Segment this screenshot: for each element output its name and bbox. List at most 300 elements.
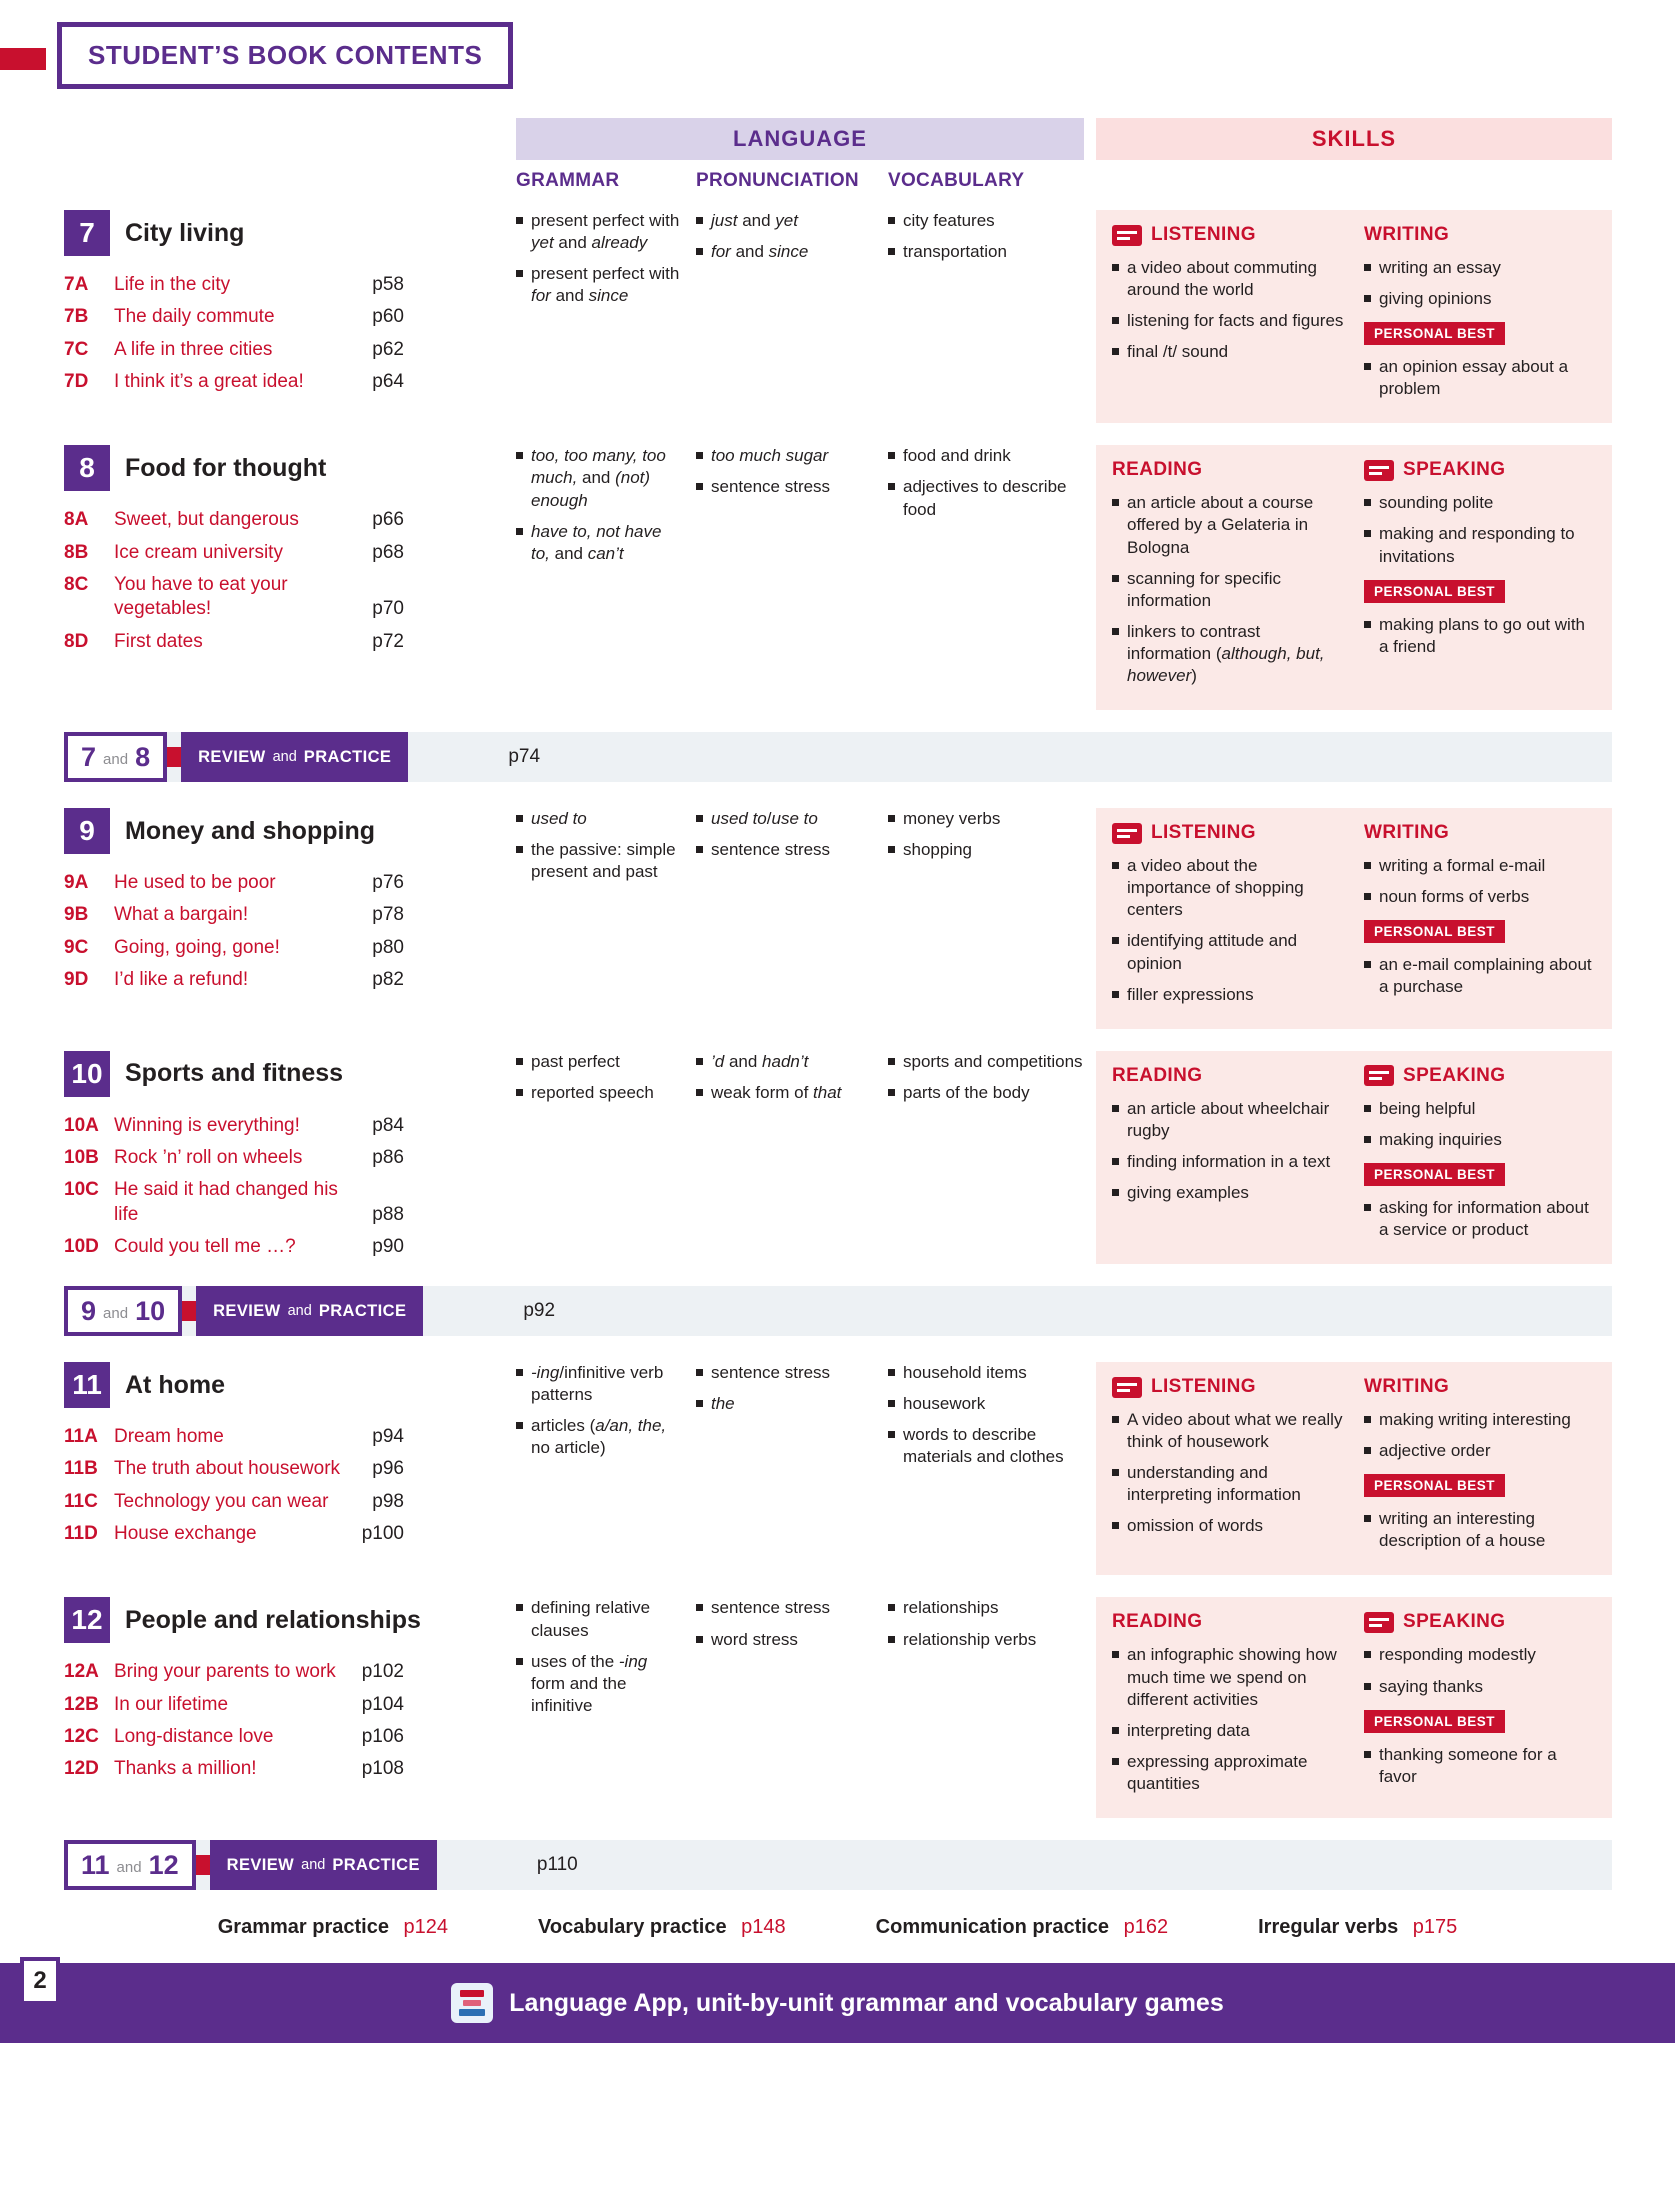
square-bullet-icon [516, 1658, 523, 1665]
grammar-item-text: present perfect with for and since [531, 264, 680, 306]
skill-item-text: saying thanks [1379, 1676, 1483, 1696]
skill-heading [1112, 822, 1344, 844]
lesson-page: p96 [372, 1458, 404, 1480]
square-bullet-icon [888, 248, 895, 255]
pronunciation-item-text: just and yet [711, 211, 798, 230]
lesson-row [64, 1693, 404, 1717]
lesson-page: p80 [372, 936, 404, 958]
grammar-column-header [516, 170, 684, 192]
lesson-page: p102 [361, 1661, 404, 1683]
skill-item-text: final /t/ sound [1127, 342, 1229, 362]
skill-item [1364, 1644, 1596, 1666]
language-subheaders [0, 170, 1675, 192]
square-bullet-icon [696, 1604, 703, 1611]
skill-heading [1364, 1376, 1596, 1398]
footer-link [1258, 1916, 1457, 1939]
square-bullet-icon [696, 1369, 703, 1376]
vocabulary-list [888, 210, 1084, 423]
lesson-title: What a bargain! [114, 904, 249, 926]
lesson-code: 8D [64, 630, 89, 652]
square-bullet-icon [1112, 1416, 1119, 1423]
footer-link-page: p162 [1123, 1916, 1169, 1938]
square-bullet-icon [888, 815, 895, 822]
skill-item-text: an article about a course offered by a Gelateria in Bologna [1127, 493, 1314, 557]
lesson-page: p72 [372, 630, 404, 652]
square-bullet-icon [516, 528, 523, 535]
unit-overview [64, 1051, 504, 1264]
square-bullet-icon [1112, 1105, 1119, 1112]
skill-item [1112, 1644, 1344, 1710]
lesson-list [64, 1425, 404, 1546]
square-bullet-icon [1364, 1447, 1371, 1454]
review-word: REVIEW [226, 1855, 295, 1874]
skill-column-left [1112, 822, 1344, 1015]
vocabulary-item-text: shopping [903, 840, 973, 860]
skill-column-right [1364, 1376, 1596, 1561]
square-bullet-icon [1364, 1136, 1371, 1143]
skill-item [1112, 341, 1344, 363]
lesson-code: 7C [64, 338, 89, 360]
skill-heading [1364, 822, 1596, 844]
square-bullet-icon [1364, 295, 1371, 302]
learning-logo-icon [1364, 1612, 1394, 1633]
vocabulary-item-text: transportation [903, 242, 1007, 262]
pronunciation-item [696, 445, 876, 467]
lesson-page: p70 [372, 598, 404, 620]
lesson-title: Life in the city [114, 274, 231, 295]
square-bullet-icon [516, 270, 523, 277]
pronunciation-item-text: sentence stress [711, 840, 831, 860]
review-word: REVIEW [198, 747, 266, 766]
grammar-item [516, 1362, 684, 1406]
square-bullet-icon [1364, 530, 1371, 537]
lesson-title: He said it had changed his life [114, 1179, 338, 1225]
skill-item-text: giving examples [1127, 1182, 1249, 1202]
skill-item-text: identifying attitude and opinion [1127, 931, 1298, 973]
skill-item [1112, 1462, 1344, 1506]
unit-number-badge: 9 [64, 808, 110, 854]
skill-item-text: scanning for specific information [1127, 568, 1282, 610]
skill-item [1364, 1409, 1596, 1431]
lesson-title: Sweet, but dangerous [114, 509, 299, 531]
lesson-list [64, 1660, 404, 1781]
skill-item [1364, 257, 1596, 279]
lesson-page: p78 [372, 904, 404, 926]
square-bullet-icon [696, 846, 703, 853]
learning-logo-icon [1364, 1065, 1394, 1086]
vocabulary-item [888, 1362, 1084, 1384]
unit-header [64, 1051, 504, 1097]
lesson-row [64, 1522, 404, 1546]
square-bullet-icon [1112, 991, 1119, 998]
review-units-box [64, 732, 167, 782]
unit-header [64, 1362, 504, 1408]
square-bullet-icon [516, 217, 523, 224]
unit-row [0, 210, 1675, 423]
skill-heading [1112, 1611, 1344, 1633]
unit-title: Sports and fitness [125, 1059, 344, 1088]
pronunciation-list [696, 210, 876, 423]
lesson-page: p60 [372, 306, 404, 328]
vocabulary-item [888, 1051, 1084, 1073]
square-bullet-icon [888, 452, 895, 459]
lesson-title: He used to be poor [114, 872, 276, 894]
personal-best-item [1364, 1508, 1596, 1552]
personal-best-item-text: an e-mail complaining about a purchase [1379, 955, 1592, 997]
grammar-item-text: uses of the -ing form and the infinitive [531, 1651, 648, 1715]
lesson-row [64, 573, 404, 622]
lesson-title: Dream home [114, 1426, 224, 1448]
square-bullet-icon [696, 815, 703, 822]
pronunciation-item-text: sentence stress [711, 1598, 831, 1618]
vocabulary-item-text: city features [903, 211, 995, 230]
grammar-item [516, 210, 684, 254]
skill-item [1364, 886, 1596, 908]
square-bullet-icon [516, 815, 523, 822]
review-page: p74 [508, 746, 541, 768]
skill-item [1364, 288, 1596, 310]
grammar-item-text: -ing/infinitive verb patterns [531, 1363, 664, 1405]
skill-heading-label: LISTENING [1151, 822, 1256, 844]
skill-heading-label: SPEAKING [1403, 1064, 1506, 1086]
skill-heading-label: WRITING [1364, 822, 1450, 844]
skill-heading [1112, 224, 1344, 246]
pronunciation-item [696, 1629, 876, 1651]
skill-item-text: omission of words [1127, 1516, 1264, 1536]
lesson-list [64, 871, 404, 992]
skill-heading [1112, 459, 1344, 481]
header-accent-bar [0, 48, 46, 70]
skill-item [1364, 1440, 1596, 1462]
skill-heading-label: LISTENING [1151, 224, 1256, 245]
unit-row [0, 808, 1675, 1029]
pronunciation-list [696, 1597, 876, 1818]
lesson-page: p98 [372, 1490, 404, 1512]
skill-item-text: A video about what we really think of housework [1127, 1410, 1343, 1452]
personal-best-badge: PERSONAL BEST [1364, 1474, 1505, 1497]
square-bullet-icon [1112, 1189, 1119, 1196]
skill-heading-label: SPEAKING [1403, 459, 1506, 481]
skill-item-text: an infographic showing how much time we spend on different activities [1127, 1645, 1337, 1709]
square-bullet-icon [1364, 961, 1371, 968]
pronunciation-item-text: weak form of that [711, 1082, 842, 1102]
lesson-code: 8A [64, 509, 89, 531]
lesson-row [64, 1725, 404, 1749]
lesson-row [64, 1114, 404, 1138]
review-and-word: and [287, 1303, 312, 1320]
footer-link [876, 1916, 1168, 1939]
lesson-title: In our lifetime [114, 1693, 229, 1715]
vocabulary-item [888, 1393, 1084, 1415]
personal-best-item-text: an opinion essay about a problem [1379, 357, 1569, 399]
lesson-list [64, 508, 404, 654]
square-bullet-icon [696, 1400, 703, 1407]
grammar-item-text: present perfect with yet and already [531, 211, 680, 253]
skill-item-text: giving opinions [1379, 289, 1492, 309]
lesson-code: 9D [64, 969, 89, 991]
vocabulary-column-header-label: VOCABULARY [888, 170, 1025, 191]
skill-item [1112, 621, 1344, 687]
vocabulary-item [888, 1597, 1084, 1619]
review-and-word: and [272, 749, 297, 766]
lesson-row [64, 1178, 404, 1227]
square-bullet-icon [516, 1089, 523, 1096]
lesson-code: 7A [64, 274, 89, 295]
lesson-row [64, 903, 404, 927]
square-bullet-icon [888, 1431, 895, 1438]
personal-best-item-text: asking for information about a service or product [1379, 1197, 1589, 1239]
footer-links [60, 1916, 1615, 1939]
pronunciation-item-text: too much sugar [711, 446, 829, 466]
vocabulary-list [888, 1362, 1084, 1575]
skill-item-text: being helpful [1379, 1098, 1476, 1118]
practice-word: PRACTICE [332, 1855, 420, 1874]
square-bullet-icon [888, 1369, 895, 1376]
vocabulary-list [888, 445, 1084, 710]
square-bullet-icon [516, 1369, 523, 1376]
unit-overview [64, 1362, 504, 1575]
lesson-row [64, 1757, 404, 1781]
personal-best-item-text: writing an interesting description of a house [1379, 1509, 1546, 1551]
skill-column-left [1112, 1065, 1344, 1250]
skill-item-text: finding information in a text [1127, 1151, 1331, 1171]
lesson-page: p90 [372, 1235, 404, 1257]
square-bullet-icon [1364, 363, 1371, 370]
square-bullet-icon [696, 1089, 703, 1096]
bottom-bar-text: Language App, unit-by-unit grammar and vocabulary games [509, 1988, 1224, 2017]
personal-best-badge: PERSONAL BEST [1364, 920, 1505, 943]
square-bullet-icon [1364, 1683, 1371, 1690]
pronunciation-item-text: ’d and hadn’t [711, 1051, 809, 1071]
lesson-row [64, 370, 404, 394]
vocabulary-item [888, 1424, 1084, 1468]
personal-best-item [1364, 356, 1596, 400]
grammar-list [516, 1597, 684, 1818]
review-row [64, 732, 1612, 782]
skill-item-text: filler expressions [1127, 984, 1254, 1004]
skill-item-text: sounding polite [1379, 493, 1494, 513]
lesson-title: A life in three cities [114, 338, 273, 360]
skill-item-text: understanding and interpreting information [1127, 1463, 1301, 1505]
personal-best-badge: PERSONAL BEST [1364, 322, 1505, 345]
square-bullet-icon [1364, 862, 1371, 869]
skill-heading-label: WRITING [1364, 224, 1450, 245]
vocabulary-item [888, 1082, 1084, 1104]
skill-column-right [1364, 1065, 1596, 1250]
review-row [64, 1286, 1612, 1336]
lesson-code: 11B [64, 1458, 98, 1480]
skill-heading-label: READING [1112, 459, 1203, 481]
unit-title: Food for thought [125, 453, 327, 482]
pronunciation-item [696, 1051, 876, 1073]
grammar-item [516, 1651, 684, 1717]
lesson-code: 7D [64, 370, 89, 392]
square-bullet-icon [1112, 1651, 1119, 1658]
vocabulary-item [888, 445, 1084, 467]
pronunciation-item [696, 476, 876, 498]
pronunciation-item [696, 839, 876, 861]
lesson-page: p84 [372, 1114, 404, 1136]
vocabulary-item-text: household items [903, 1363, 1027, 1383]
skill-column-right [1364, 822, 1596, 1015]
review-word: REVIEW [213, 1301, 281, 1320]
vocabulary-column-header [888, 170, 1084, 192]
grammar-item-text: past perfect [531, 1051, 620, 1071]
pronunciation-item [696, 1393, 876, 1415]
footer-link [218, 1916, 448, 1939]
unit-title: People and relationships [125, 1605, 421, 1634]
square-bullet-icon [1364, 499, 1371, 506]
footer-link-page: p175 [1412, 1916, 1458, 1938]
footer-link-label: Grammar practice [217, 1916, 389, 1938]
lesson-page: p82 [372, 969, 404, 991]
skill-heading [1364, 224, 1596, 246]
square-bullet-icon [1112, 628, 1119, 635]
grammar-item-text: have to, not have to, and can’t [531, 521, 662, 563]
practice-word: PRACTICE [318, 1301, 407, 1320]
lesson-code: 12C [64, 1726, 99, 1748]
skill-item [1112, 984, 1344, 1006]
skill-column-left [1112, 224, 1344, 409]
pronunciation-column-header-label: PRONUNCIATION [696, 170, 859, 191]
vocabulary-list [888, 1597, 1084, 1818]
vocabulary-item-text: food and drink [903, 446, 1011, 466]
lesson-row [64, 541, 404, 565]
review-flag-accent [196, 1855, 210, 1875]
grammar-item [516, 839, 684, 883]
square-bullet-icon [1112, 264, 1119, 271]
lesson-row [64, 508, 404, 532]
learning-logo-icon [1364, 460, 1394, 481]
lesson-page: p88 [372, 1203, 404, 1225]
skill-column-left [1112, 459, 1344, 696]
review-practice-label [210, 1840, 437, 1890]
skill-item [1364, 1676, 1596, 1698]
unit-header [64, 445, 504, 491]
square-bullet-icon [1364, 1515, 1371, 1522]
learning-logo-icon [1112, 823, 1142, 844]
square-bullet-icon [1112, 1727, 1119, 1734]
pronunciation-item-text: the [711, 1394, 735, 1414]
pronunciation-item [696, 1597, 876, 1619]
lesson-title: Bring your parents to work [114, 1661, 336, 1683]
review-page: p110 [536, 1854, 578, 1875]
unit-overview [64, 210, 504, 423]
skill-item [1364, 1129, 1596, 1151]
skill-item-text: a video about the importance of shopping centers [1127, 856, 1304, 920]
grammar-list [516, 445, 684, 710]
footer-link [538, 1916, 786, 1939]
pronunciation-item [696, 1362, 876, 1384]
unit-number-badge: 8 [64, 445, 110, 491]
square-bullet-icon [1364, 621, 1371, 628]
skill-item [1112, 1409, 1344, 1453]
vocabulary-item-text: adjectives to describe food [903, 477, 1067, 519]
grammar-item [516, 808, 684, 830]
skill-column-left [1112, 1376, 1344, 1561]
unit-number-badge: 10 [64, 1051, 110, 1097]
skill-item-text: making writing interesting [1379, 1410, 1571, 1430]
unit-overview [64, 1597, 504, 1818]
square-bullet-icon [888, 1058, 895, 1065]
lesson-page: p104 [361, 1693, 404, 1715]
grammar-list [516, 1362, 684, 1575]
lesson-title: The daily commute [114, 306, 275, 328]
pronunciation-list [696, 445, 876, 710]
square-bullet-icon [1364, 1105, 1371, 1112]
lesson-page: p62 [372, 338, 404, 360]
review-units-box [64, 1840, 196, 1890]
lesson-title: House exchange [114, 1523, 257, 1544]
square-bullet-icon [1364, 1416, 1371, 1423]
lesson-code: 10B [64, 1147, 99, 1168]
language-banner: LANGUAGE [516, 118, 1084, 160]
lesson-code: 12A [64, 1661, 99, 1683]
skill-heading [1364, 459, 1596, 481]
skill-item-text: responding modestly [1379, 1645, 1536, 1665]
square-bullet-icon [516, 452, 523, 459]
skill-heading-label: READING [1112, 1611, 1203, 1633]
skill-item [1364, 523, 1596, 567]
contents-section [0, 808, 1675, 1336]
lesson-page: p66 [372, 509, 404, 531]
skills-banner: SKILLS [1096, 118, 1612, 160]
review-and-word: and [116, 1858, 142, 1876]
square-bullet-icon [1364, 1651, 1371, 1658]
language-app-icon [451, 1983, 493, 2023]
lesson-title: First dates [114, 630, 203, 652]
vocabulary-item-text: housework [903, 1394, 986, 1414]
lesson-row [64, 305, 404, 329]
lesson-title: Thanks a million! [114, 1758, 257, 1780]
vocabulary-item-text: relationship verbs [903, 1629, 1037, 1649]
skill-item-text: noun forms of verbs [1379, 887, 1530, 907]
unit-title: City living [125, 218, 245, 247]
lesson-title: Rock ’n’ roll on wheels [114, 1147, 303, 1168]
lesson-row [64, 1425, 404, 1449]
review-and-word: and [103, 1304, 129, 1322]
lesson-code: 8C [64, 574, 89, 595]
grammar-item-text: defining relative clauses [531, 1598, 651, 1640]
grammar-item-text: used to [531, 809, 587, 829]
lesson-row [64, 630, 404, 654]
skill-item-text: writing an essay [1379, 258, 1501, 277]
square-bullet-icon [696, 217, 703, 224]
skill-item-text: writing a formal e-mail [1379, 856, 1546, 876]
vocabulary-item [888, 808, 1084, 830]
grammar-item-text: too, too many, too much, and (not) enough [531, 446, 666, 510]
pronunciation-item-text: sentence stress [711, 1363, 831, 1383]
pronunciation-item-text: used to/use to [711, 809, 818, 829]
skills-panel [1096, 808, 1612, 1029]
square-bullet-icon [888, 846, 895, 853]
lesson-code: 9C [64, 936, 89, 958]
pronunciation-item [696, 1082, 876, 1104]
lesson-page: p108 [361, 1758, 404, 1780]
skill-item-text: linkers to contrast information (although, but, however) [1127, 621, 1325, 686]
unit-row [0, 1362, 1675, 1575]
grammar-item [516, 445, 684, 511]
pronunciation-item [696, 241, 876, 263]
unit-header [64, 210, 504, 256]
unit-title: Money and shopping [125, 816, 375, 845]
skills-panel [1096, 1362, 1612, 1575]
square-bullet-icon [696, 248, 703, 255]
skill-item [1112, 1720, 1344, 1742]
unit-overview [64, 445, 504, 710]
lesson-row [64, 1457, 404, 1481]
lesson-code: 11C [64, 1490, 98, 1512]
